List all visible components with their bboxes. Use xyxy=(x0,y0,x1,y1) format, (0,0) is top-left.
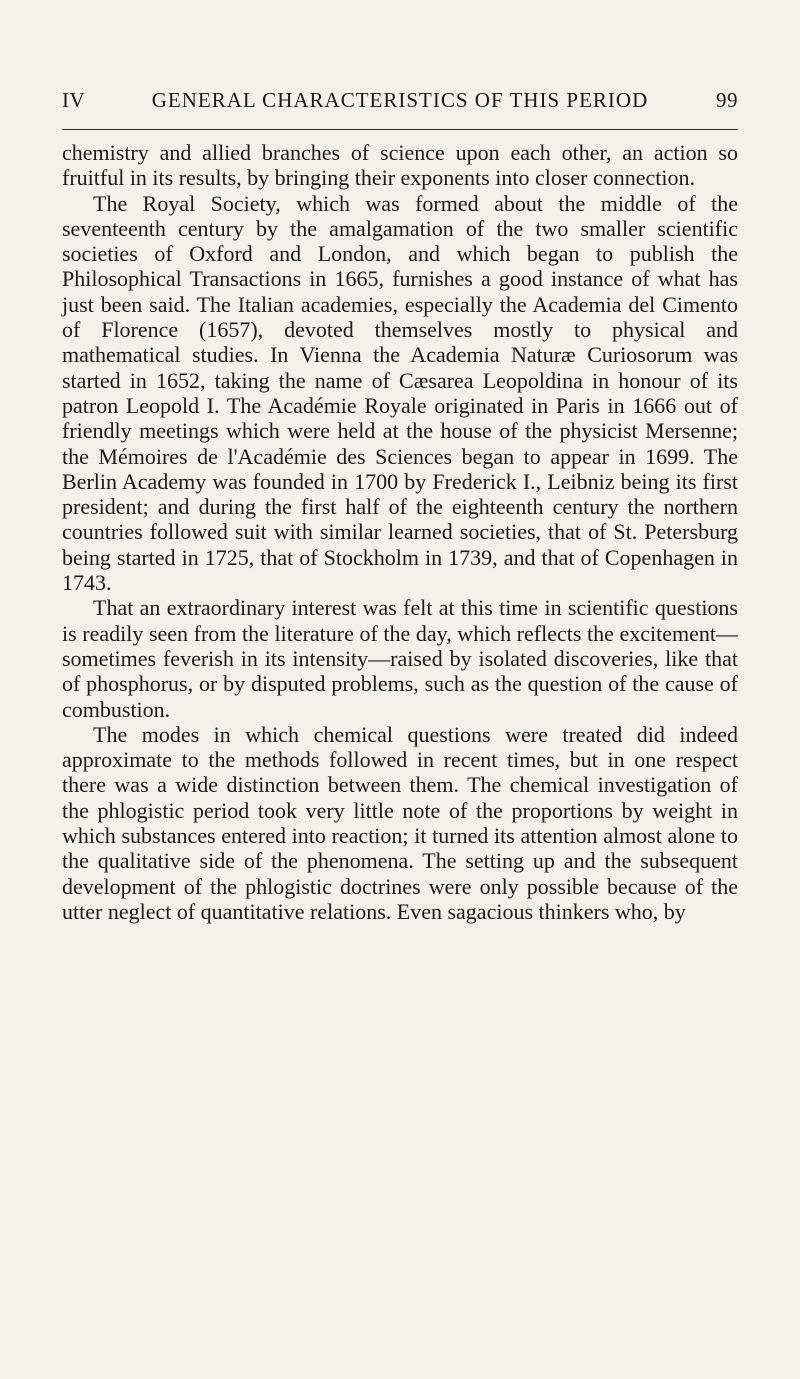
running-head xyxy=(62,88,738,118)
running-title: GENERAL CHARACTERISTICS OF THIS PERIOD xyxy=(151,88,649,112)
paragraph-scientific-interest: That an extraordinary interest was felt at this time in scientific questions is readily seen from the literature of the day, which reflects the excitement—sometimes feverish in its intensity—raised by isolated discoveries, like that of phosphorus, or by disputed problems, such as the question of the cause of combustion. xyxy=(62,595,738,722)
paragraph-royal-society: The Royal Society, which was formed about the middle of the seventeenth century by the amalgamation of the two smaller scientific societies of Oxford and London, and which began to publish the Philosophical Transactions in 1665, furnishes a good instance of what has just been said. The Italian academies, especially the Academia del Cimento of Florence (1657), devoted themselves mostly to physical and mathematical studies. In Vienna the Academia Naturæ Curiosorum was started in 1652, taking the name of Cæsarea Leopoldina in honour of its patron Leopold I. The Académie Royale originated in Paris in 1666 out of friendly meetings which were held at the house of the physicist Mersenne; the Mémoires de l'Académie des Sciences began to appear in 1699. The Berlin Academy was founded in 1700 by Frederick I., Leibniz being its first president; and during the first half of the eighteenth century the northern countries followed suit with similar learned societies, that of St. Petersburg being started in 1725, that of Stockholm in 1739, and that of Copenhagen in 1743. xyxy=(62,190,738,596)
paragraph-chemical-methods: The modes in which chemical questions were treated did indeed approximate to the methods followed in recent times, but in one respect there was a wide distinction between them. The chemical investigation of the phlogistic period took very little note of the proportions by weight in which substances entered into reaction; it turned its attention almost alone to the qualitative side of the phenomena. The setting up and the subsequent development of the phlogistic doctrines were only possible because of the utter neglect of quantitative relations. Even sagacious thinkers who, by xyxy=(62,721,738,924)
paragraph-continuation: chemistry and allied branches of science upon each other, an action so fruitful in its results, by bringing their exponents into closer connection. xyxy=(62,140,738,191)
page-number: 99 xyxy=(716,88,738,112)
header-rule xyxy=(62,129,738,130)
body-text xyxy=(62,140,738,924)
chapter-number: IV xyxy=(62,88,86,112)
